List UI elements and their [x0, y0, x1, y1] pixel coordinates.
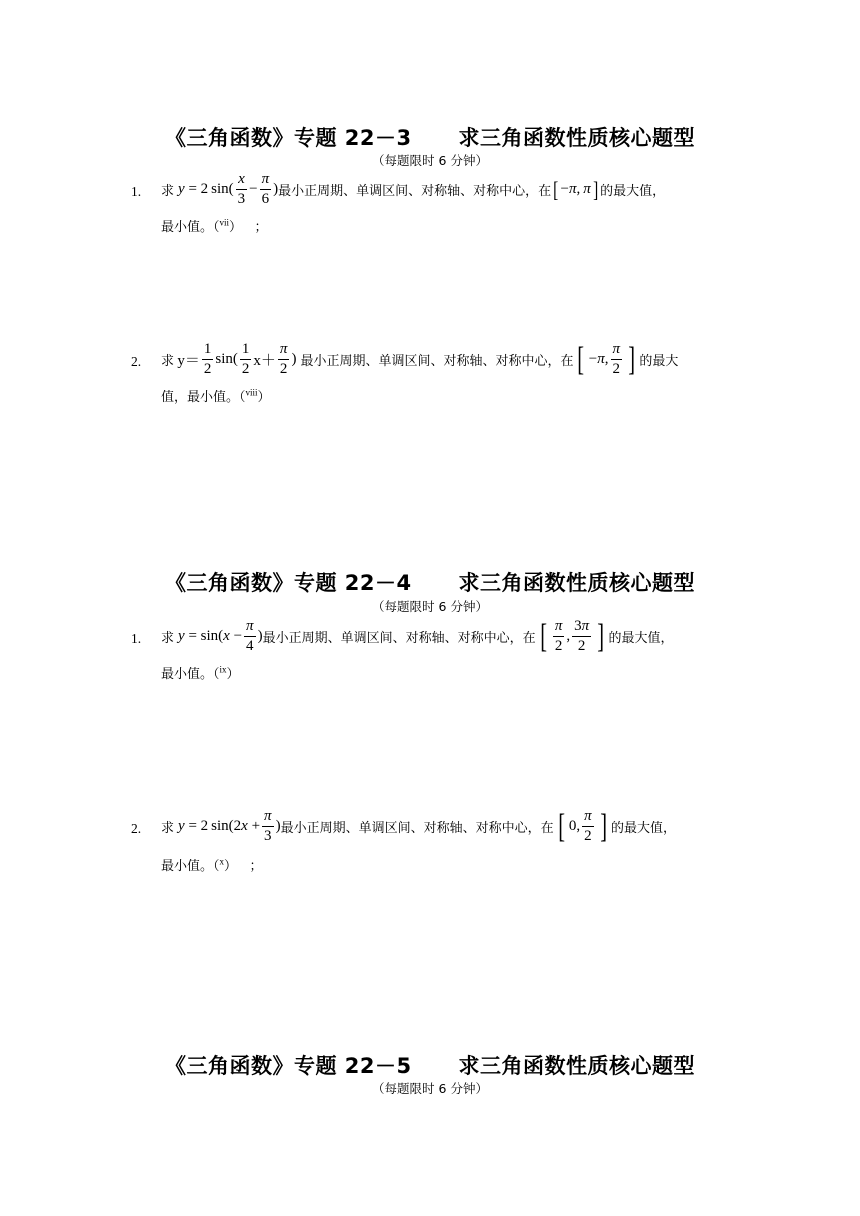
question-text: 最小正周期、单调区间、对称轴、对称中心，在 — [280, 821, 554, 836]
question-number: 1. — [131, 631, 142, 646]
question-tail: 的最大值， — [611, 821, 677, 836]
function-expression: y = sin( x − $\frac{\pi}{4}$ ) — [178, 618, 263, 654]
footnote-ref: （$^{viii}$） — [239, 387, 271, 405]
question-after: ； — [254, 220, 268, 235]
question-line2 — [161, 855, 262, 874]
footnote-ref: （$^{ix}$） — [213, 664, 240, 682]
question-line — [161, 617, 735, 656]
question-lead: 求 — [161, 184, 175, 199]
section-subtitle: （每题限时 6 分钟） — [372, 1081, 488, 1096]
interval-expression: [ $\frac{\pi}{2}$ , $\frac{3\pi}{2}$ ] — [539, 617, 605, 655]
question-line — [161, 807, 735, 846]
question-tail: 的最大值， — [608, 631, 674, 646]
question-lead: 求 — [161, 821, 175, 836]
section-subtitle: （每题限时 6 分钟） — [372, 153, 488, 168]
interval-expression: [ 0, $\frac{\pi}{2}$ ] — [557, 807, 607, 845]
question-number: 2. — [131, 354, 142, 369]
section-title: 《三角函数》专题 22－3 求三角函数性质核心题型 — [164, 126, 695, 150]
question-continuation: 最小值。 — [161, 859, 214, 874]
question-text: 最小正周期、单调区间、对称轴、对称中心，在 — [262, 631, 536, 646]
interval-expression: [ − π , $\frac{\pi}{2}$ ] — [577, 340, 636, 378]
question-line — [161, 340, 735, 379]
question-tail: 的最大 — [639, 354, 679, 369]
section-title: 《三角函数》专题 22－4 求三角函数性质核心题型 — [164, 571, 695, 595]
question-continuation: 最小值。 — [161, 667, 214, 682]
question-text: 最小正周期、单调区间、对称轴、对称中心，在 — [300, 354, 574, 369]
question-line2 — [161, 663, 240, 682]
question-lead: 求 — [161, 354, 175, 369]
question-lead: 求 — [161, 631, 175, 646]
footnote-ref: （$^{vii}$） — [213, 217, 243, 235]
function-expression: y = 2 sin( $\frac{x}{3}$ − $\frac{\pi}{6}$ ) — [178, 171, 279, 207]
question-line2 — [161, 386, 271, 405]
question-continuation: 值，最小值。 — [161, 390, 240, 405]
question-tail: 的最大值， — [600, 184, 666, 199]
function-expression: y＝ $\frac{1}{2}$ sin( $\frac{1}{2}$ x＋ $\frac{\pi}{2}$ ) — [177, 341, 297, 377]
section-subtitle: （每题限时 6 分钟） — [372, 599, 488, 614]
question-line — [161, 170, 735, 209]
footnote-ref: （$^x$） — [213, 856, 238, 874]
question-after: ； — [249, 859, 263, 874]
function-expression: y = 2 sin(2 x + $\frac{\pi}{3}$ ) — [178, 808, 281, 844]
question-line2 — [161, 216, 267, 235]
question-text: 最小正周期、单调区间、对称轴、对称中心，在 — [278, 184, 552, 199]
question-continuation: 最小值。 — [161, 220, 214, 235]
question-number: 2. — [131, 821, 142, 836]
section-title: 《三角函数》专题 22－5 求三角函数性质核心题型 — [164, 1054, 695, 1078]
question-number: 1. — [131, 184, 142, 199]
interval-expression: [ − π , π ] — [553, 176, 598, 202]
